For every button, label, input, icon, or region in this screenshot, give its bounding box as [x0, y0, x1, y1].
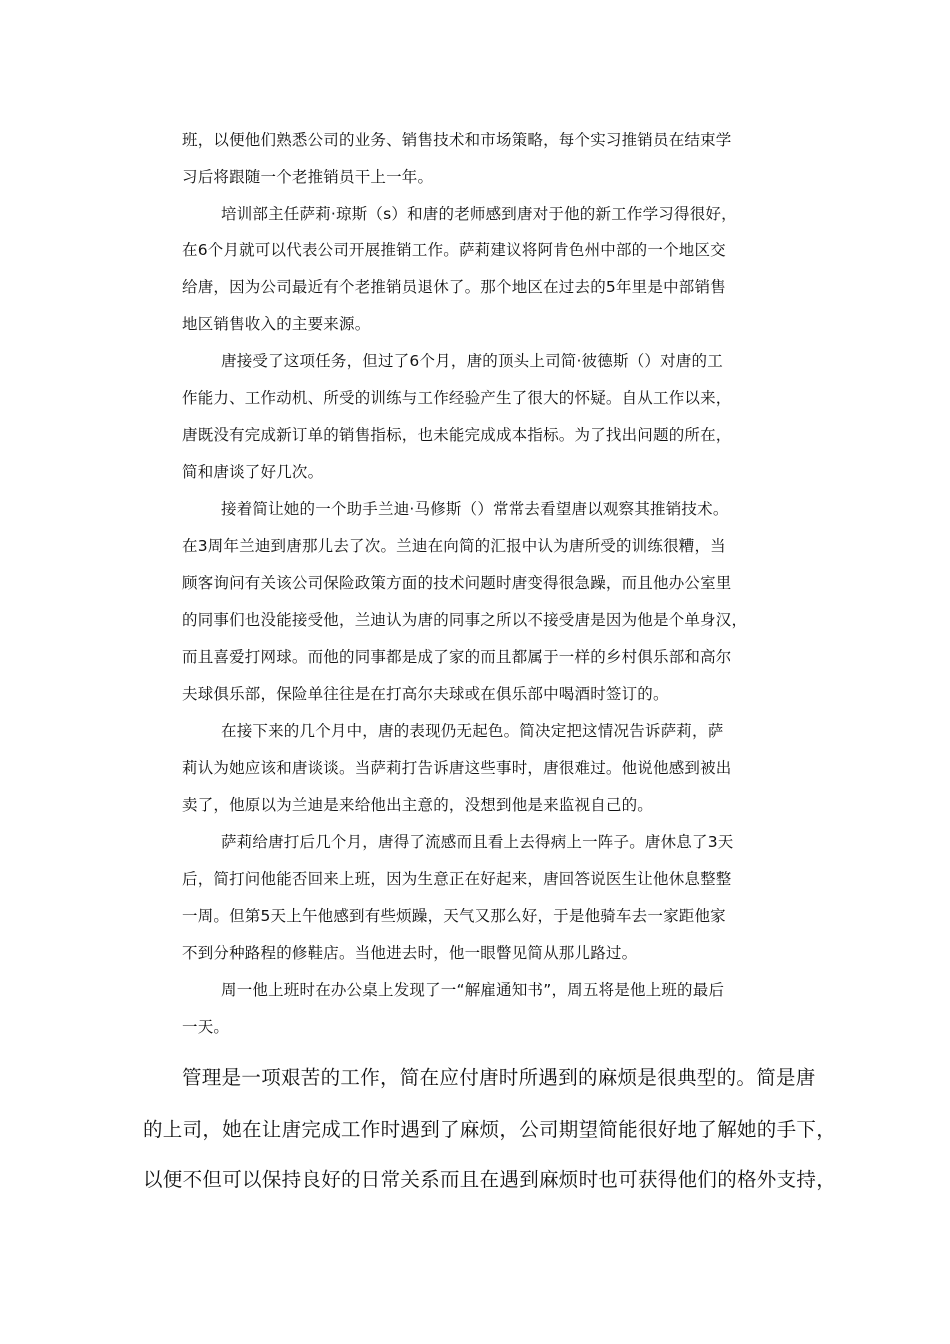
text-line: 卖了，他原以为兰迪是来给他出主意的，没想到他是来监视自己的。 [182, 796, 654, 814]
text-line: 作能力、工作动机、所受的训练与工作经验产生了很大的怀疑。自从工作以来， [182, 389, 732, 407]
text-line: 的上司，她在让唐完成工作时遇到了麻烦，公司期望简能很好地了解她的手下， [143, 1118, 837, 1141]
text-line: 培训部主任萨莉·琼斯（s）和唐的老师感到唐对于他的新工作学习得很好， [221, 205, 737, 223]
text-line: 周一他上班时在办公桌上发现了一“解雇通知书”，周五将是他上班的最后 [221, 981, 725, 999]
text-line: 不到分种路程的修鞋店。当他进去时，他一眼瞥见简从那儿路过。 [182, 944, 638, 962]
text-line: 在6个月就可以代表公司开展推销工作。萨莉建议将阿肯色州中部的一个地区交 [182, 241, 726, 259]
text-line: 萨莉给唐打后几个月，唐得了流感而且看上去得病上一阵子。唐休息了3天 [221, 833, 734, 851]
text-line: 给唐，因为公司最近有个老推销员退休了。那个地区在过去的5年里是中部销售 [182, 278, 726, 296]
text-line: 的同事们也没能接受他，兰迪认为唐的同事之所以不接受唐是因为他是个单身汉， [182, 611, 748, 629]
text-line: 习后将跟随一个老推销员干上一年。 [182, 168, 434, 186]
text-line: 在接下来的几个月中，唐的表现仍无起色。简决定把这情况告诉萨莉，萨 [221, 722, 724, 740]
text-line: 管理是一项艰苦的工作，简在应付唐时所遇到的麻烦是很典型的。简是唐 [182, 1066, 816, 1089]
text-line: 简和唐谈了好几次。 [182, 463, 324, 481]
text-line: 以便不但可以保持良好的日常关系而且在遇到麻烦时也可获得他们的格外支持， [143, 1168, 837, 1191]
text-line: 唐既没有完成新订单的销售指标，也未能完成成本指标。为了找出问题的所在， [182, 426, 732, 444]
text-line: 在3周年兰迪到唐那儿去了次。兰迪在向简的汇报中认为唐所受的训练很糟，当 [182, 537, 726, 555]
text-line: 莉认为她应该和唐谈谈。当萨莉打告诉唐这些事时，唐很难过。他说他感到被出 [182, 759, 732, 777]
text-line: 顾客询问有关该公司保险政策方面的技术问题时唐变得很急躁，而且他办公室里 [182, 574, 732, 592]
text-line: 班，以便他们熟悉公司的业务、销售技术和市场策略，每个实习推销员在结束学 [182, 131, 732, 149]
text-line: 后，简打问他能否回来上班，因为生意正在好起来，唐回答说医生让他休息整整 [182, 870, 732, 888]
text-line: 一天。 [182, 1018, 230, 1036]
text-line: 夫球俱乐部，保险单往往是在打高尔夫球或在俱乐部中喝酒时签订的。 [182, 685, 669, 703]
text-line: 接着简让她的一个助手兰迪·马修斯（）常常去看望唐以观察其推销技术。 [221, 500, 729, 518]
text-line: 唐接受了这项任务，但过了6个月，唐的顶头上司简·彼德斯（）对唐的工 [221, 352, 723, 370]
text-line: 地区销售收入的主要来源。 [182, 315, 371, 333]
text-line: 而且喜爱打网球。而他的同事都是成了家的而且都属于一样的乡村俱乐部和高尔 [182, 648, 732, 666]
text-line: 一周。但第5天上午他感到有些烦躁，天气又那么好，于是他骑车去一家距他家 [182, 907, 726, 925]
